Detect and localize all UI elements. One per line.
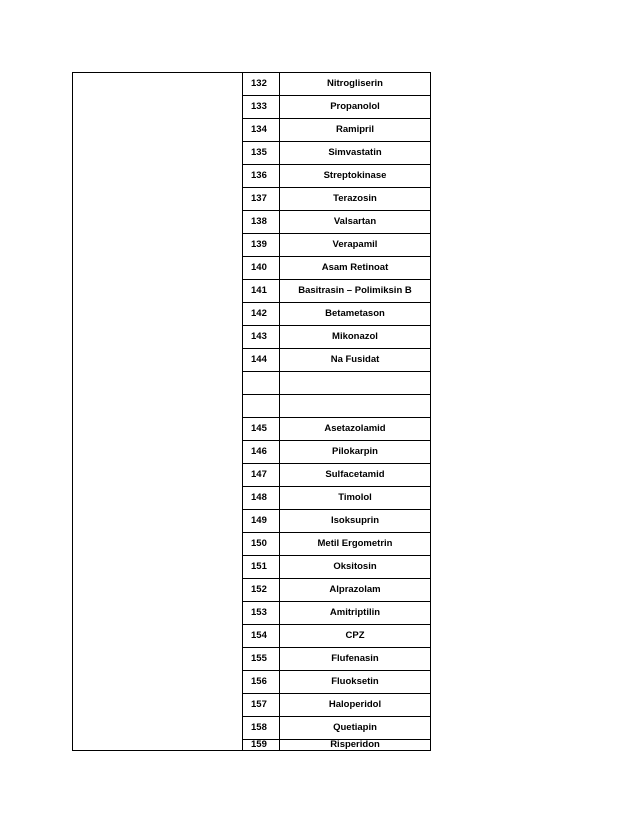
drug-name: Fluoksetin — [280, 671, 431, 694]
row-number: 146 — [243, 441, 280, 464]
drug-name: Isoksuprin — [280, 510, 431, 533]
row-number: 141 — [243, 280, 280, 303]
row-number: 133 — [243, 96, 280, 119]
drug-name: Streptokinase — [280, 165, 431, 188]
drug-name: Mikonazol — [280, 326, 431, 349]
drug-name: Basitrasin – Polimiksin B — [280, 280, 431, 303]
drug-name: Flufenasin — [280, 648, 431, 671]
row-number — [243, 395, 280, 418]
drug-name: Amitriptilin — [280, 602, 431, 625]
row-number: 139 — [243, 234, 280, 257]
row-number: 151 — [243, 556, 280, 579]
row-number: 134 — [243, 119, 280, 142]
row-number: 154 — [243, 625, 280, 648]
drug-name: Risperidon — [280, 740, 431, 751]
drug-name: Haloperidol — [280, 694, 431, 717]
row-number: 159 — [243, 740, 280, 751]
row-number: 150 — [243, 533, 280, 556]
row-number: 140 — [243, 257, 280, 280]
category-cell — [73, 73, 243, 751]
row-number: 132 — [243, 73, 280, 96]
drug-name: Ramipril — [280, 119, 431, 142]
drug-name — [280, 395, 431, 418]
drug-name: Pilokarpin — [280, 441, 431, 464]
drug-name: Nitrogliserin — [280, 73, 431, 96]
drug-list-body — [73, 73, 431, 751]
drug-name: Na Fusidat — [280, 349, 431, 372]
drug-name: Metil Ergometrin — [280, 533, 431, 556]
row-number: 149 — [243, 510, 280, 533]
row-number: 143 — [243, 326, 280, 349]
drug-name: Terazosin — [280, 188, 431, 211]
drug-name: Verapamil — [280, 234, 431, 257]
drug-list-table — [72, 72, 431, 751]
drug-name: Oksitosin — [280, 556, 431, 579]
drug-name: Asam Retinoat — [280, 257, 431, 280]
drug-name: CPZ — [280, 625, 431, 648]
table-row — [73, 73, 431, 96]
drug-name: Propanolol — [280, 96, 431, 119]
row-number: 155 — [243, 648, 280, 671]
row-number: 137 — [243, 188, 280, 211]
row-number: 153 — [243, 602, 280, 625]
row-number: 136 — [243, 165, 280, 188]
row-number: 148 — [243, 487, 280, 510]
row-number: 152 — [243, 579, 280, 602]
row-number — [243, 372, 280, 395]
row-number: 142 — [243, 303, 280, 326]
row-number: 144 — [243, 349, 280, 372]
drug-name: Simvastatin — [280, 142, 431, 165]
row-number: 147 — [243, 464, 280, 487]
row-number: 157 — [243, 694, 280, 717]
drug-name — [280, 372, 431, 395]
drug-name: Betametason — [280, 303, 431, 326]
row-number: 158 — [243, 717, 280, 740]
drug-name: Asetazolamid — [280, 418, 431, 441]
drug-name: Sulfacetamid — [280, 464, 431, 487]
row-number: 145 — [243, 418, 280, 441]
drug-name: Timolol — [280, 487, 431, 510]
drug-name: Valsartan — [280, 211, 431, 234]
row-number: 135 — [243, 142, 280, 165]
row-number: 156 — [243, 671, 280, 694]
row-number: 138 — [243, 211, 280, 234]
drug-name: Quetiapin — [280, 717, 431, 740]
drug-name: Alprazolam — [280, 579, 431, 602]
